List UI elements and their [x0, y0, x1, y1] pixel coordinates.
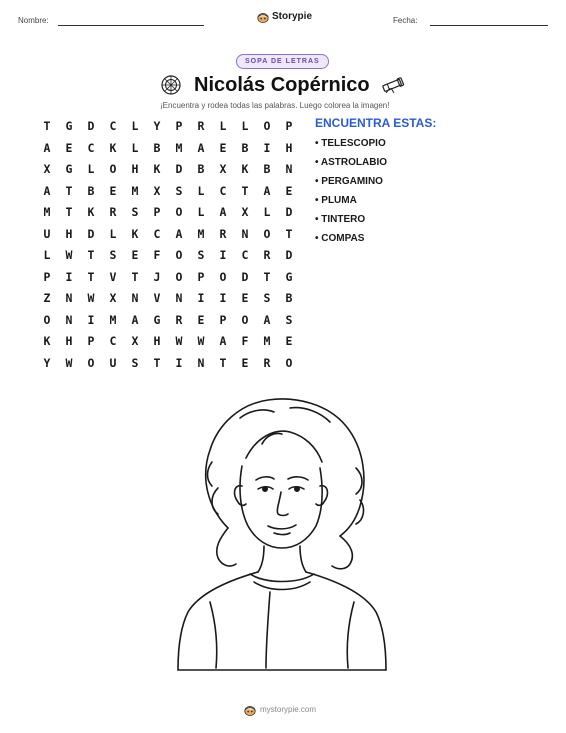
grid-letter: O	[175, 248, 183, 262]
brand-name: Storypie	[272, 11, 313, 22]
grid-letter: R	[197, 119, 205, 133]
word-item: • TELESCOPIO	[315, 138, 386, 149]
name-label: Nombre:	[18, 16, 49, 25]
grid-letter: E	[241, 355, 249, 370]
grid-letter: O	[109, 162, 117, 176]
page-title: Nicolás Copérnico	[194, 74, 370, 96]
grid-letter: L	[109, 226, 117, 241]
word-item: • PLUMA	[315, 195, 357, 206]
grid-letter: G	[65, 162, 73, 176]
grid-letter: P	[285, 119, 293, 133]
grid-letter: I	[87, 312, 95, 327]
grid-letter: D	[285, 248, 293, 262]
word-list	[315, 138, 387, 252]
grid-letter: T	[219, 355, 227, 370]
grid-letter: A	[43, 140, 51, 155]
grid-letter: R	[263, 248, 271, 262]
grid-letter: V	[153, 291, 161, 305]
grid-letter: H	[131, 162, 139, 176]
grid-letter: X	[241, 205, 249, 219]
date-label: Fecha:	[393, 16, 418, 25]
word-item: • TINTERO	[315, 214, 366, 225]
grid-letter: E	[65, 140, 73, 155]
grid-letter: E	[197, 312, 205, 327]
grid-letter: A	[263, 312, 271, 327]
brand	[257, 10, 312, 23]
grid-letter: L	[197, 205, 205, 219]
grid-letter: D	[241, 269, 249, 284]
grid-letter: O	[87, 355, 95, 370]
word-item: • COMPAS	[315, 233, 365, 244]
grid-letter: G	[153, 312, 161, 327]
grid-letter: S	[131, 205, 139, 219]
grid-letter: S	[131, 355, 139, 370]
grid-letter: R	[175, 312, 183, 327]
grid-letter: T	[285, 226, 293, 241]
grid-letter: A	[197, 140, 205, 155]
grid-letter: E	[131, 248, 139, 262]
grid-letter: B	[241, 140, 249, 155]
grid-letter: T	[153, 355, 161, 370]
grid-letter: O	[219, 269, 227, 284]
grid-letter: A	[263, 183, 271, 198]
copernicus-portrait-illustration	[170, 388, 396, 678]
grid-letter: H	[65, 226, 73, 241]
word-list-heading: ENCUENTRA ESTAS:	[315, 116, 437, 130]
grid-letter: O	[285, 355, 293, 370]
footer	[244, 703, 316, 716]
grid-letter: X	[109, 291, 117, 305]
grid-letter: I	[65, 269, 73, 284]
grid-letter: F	[153, 248, 161, 262]
grid-letter: P	[43, 269, 51, 284]
instructions: ¡Encuentra y rodea todas las palabras. Luego colorea la imagen!	[160, 101, 390, 110]
grid-letter: A	[43, 183, 51, 198]
grid-letter: B	[197, 162, 205, 176]
grid-letter: Y	[153, 119, 161, 133]
grid-letter: L	[131, 140, 139, 155]
grid-letter: T	[87, 269, 95, 284]
grid-letter: O	[263, 226, 271, 241]
grid-letter: K	[241, 162, 249, 176]
grid-letter: M	[43, 205, 51, 219]
grid-letter: R	[219, 226, 227, 241]
grid-letter: G	[285, 269, 293, 284]
grid-letter: M	[263, 334, 271, 348]
grid-letter: I	[219, 291, 227, 305]
grid-letter: I	[175, 355, 183, 370]
grid-letter: H	[65, 334, 73, 348]
grid-letter: A	[175, 226, 183, 241]
grid-letter: A	[131, 312, 139, 327]
date-line	[430, 25, 548, 26]
grid-letter: W	[175, 334, 183, 348]
grid-letter: I	[197, 291, 205, 305]
grid-letter: R	[109, 205, 117, 219]
grid-letter: B	[285, 291, 293, 305]
letter-grid	[36, 116, 300, 376]
grid-letter: N	[65, 291, 73, 305]
grid-letter: O	[263, 119, 271, 133]
grid-letter: J	[153, 269, 161, 284]
grid-letter: W	[65, 355, 73, 370]
grid-letter: H	[153, 334, 161, 348]
grid-letter: I	[219, 248, 227, 262]
grid-letter: K	[131, 226, 139, 241]
grid-letter: Z	[43, 291, 51, 305]
grid-letter: N	[65, 312, 73, 327]
grid-letter: V	[109, 269, 117, 284]
grid-letter: N	[131, 291, 139, 305]
grid-letter: T	[65, 183, 73, 198]
grid-letter: C	[219, 183, 227, 198]
telescope-icon	[380, 76, 406, 94]
grid-letter: D	[175, 162, 183, 176]
grid-letter: T	[87, 248, 95, 262]
word-item: • ASTROLABIO	[315, 157, 388, 168]
grid-letter: O	[175, 269, 183, 284]
name-line	[58, 25, 204, 26]
grid-letter: L	[87, 162, 95, 176]
grid-letter: W	[87, 291, 95, 305]
grid-letter: F	[241, 334, 249, 348]
grid-letter: X	[131, 334, 139, 348]
grid-letter: T	[65, 205, 73, 219]
grid-letter: W	[197, 334, 205, 348]
grid-letter: T	[43, 119, 51, 133]
grid-letter: N	[285, 162, 293, 176]
grid-letter: P	[153, 205, 161, 219]
grid-letter: A	[219, 334, 227, 348]
grid-letter: N	[197, 355, 205, 370]
grid-letter: B	[153, 140, 161, 155]
grid-letter: K	[87, 205, 95, 219]
grid-letter: D	[285, 205, 293, 219]
grid-letter: S	[109, 248, 117, 262]
grid-letter: E	[285, 334, 293, 348]
grid-letter: W	[65, 248, 73, 262]
grid-letter: A	[219, 205, 227, 219]
pie-mascot-icon	[257, 10, 269, 23]
grid-letter: B	[263, 162, 271, 176]
grid-letter: E	[219, 140, 227, 155]
grid-letter: E	[285, 183, 293, 198]
grid-letter: E	[241, 291, 249, 305]
grid-letter: L	[219, 119, 227, 133]
grid-letter: L	[263, 205, 271, 219]
grid-letter: E	[109, 183, 117, 198]
grid-letter: O	[43, 312, 51, 327]
pie-mascot-icon	[244, 703, 256, 716]
grid-letter: K	[43, 334, 51, 348]
grid-letter: U	[43, 226, 51, 241]
grid-letter: P	[197, 269, 205, 284]
grid-letter: T	[241, 183, 249, 198]
grid-letter: X	[219, 162, 227, 176]
grid-letter: S	[285, 312, 293, 327]
grid-letter: Y	[43, 355, 51, 370]
grid-letter: K	[153, 162, 161, 176]
grid-letter: N	[241, 226, 249, 241]
grid-letter: U	[109, 355, 117, 370]
grid-letter: M	[197, 226, 205, 241]
grid-letter: P	[87, 334, 95, 348]
grid-letter: S	[263, 291, 271, 305]
grid-letter: P	[175, 119, 183, 133]
footer-url: mystorypie.com	[260, 705, 317, 714]
grid-letter: O	[175, 205, 183, 219]
grid-letter: T	[263, 269, 271, 284]
grid-letter: M	[109, 312, 117, 327]
grid-letter: C	[87, 140, 95, 155]
grid-letter: L	[43, 248, 51, 262]
grid-letter: X	[153, 183, 161, 198]
grid-letter: M	[175, 140, 183, 155]
grid-letter: L	[197, 183, 205, 198]
word-item: • PERGAMINO	[315, 176, 383, 187]
grid-letter: N	[175, 291, 183, 305]
grid-letter: D	[87, 119, 95, 133]
grid-letter: B	[87, 183, 95, 198]
activity-badge: SOPA DE LETRAS	[236, 54, 329, 69]
astrolabe-icon	[160, 74, 182, 96]
grid-letter: C	[241, 248, 249, 262]
grid-letter: H	[285, 140, 293, 155]
grid-letter: C	[109, 334, 117, 348]
grid-letter: I	[263, 140, 271, 155]
grid-letter: D	[87, 226, 95, 241]
grid-letter: C	[153, 226, 161, 241]
grid-letter: O	[241, 312, 249, 327]
grid-letter: S	[175, 183, 183, 198]
grid-letter: X	[43, 162, 51, 176]
grid-letter: K	[109, 140, 117, 155]
grid-letter: P	[219, 312, 227, 327]
grid-letter: G	[65, 119, 73, 133]
grid-letter: L	[241, 119, 249, 133]
grid-letter: L	[131, 119, 139, 133]
grid-letter: C	[109, 119, 117, 133]
grid-letter: T	[131, 269, 139, 284]
grid-letter: M	[131, 183, 139, 198]
grid-letter: S	[197, 248, 205, 262]
grid-letter: R	[263, 355, 271, 370]
